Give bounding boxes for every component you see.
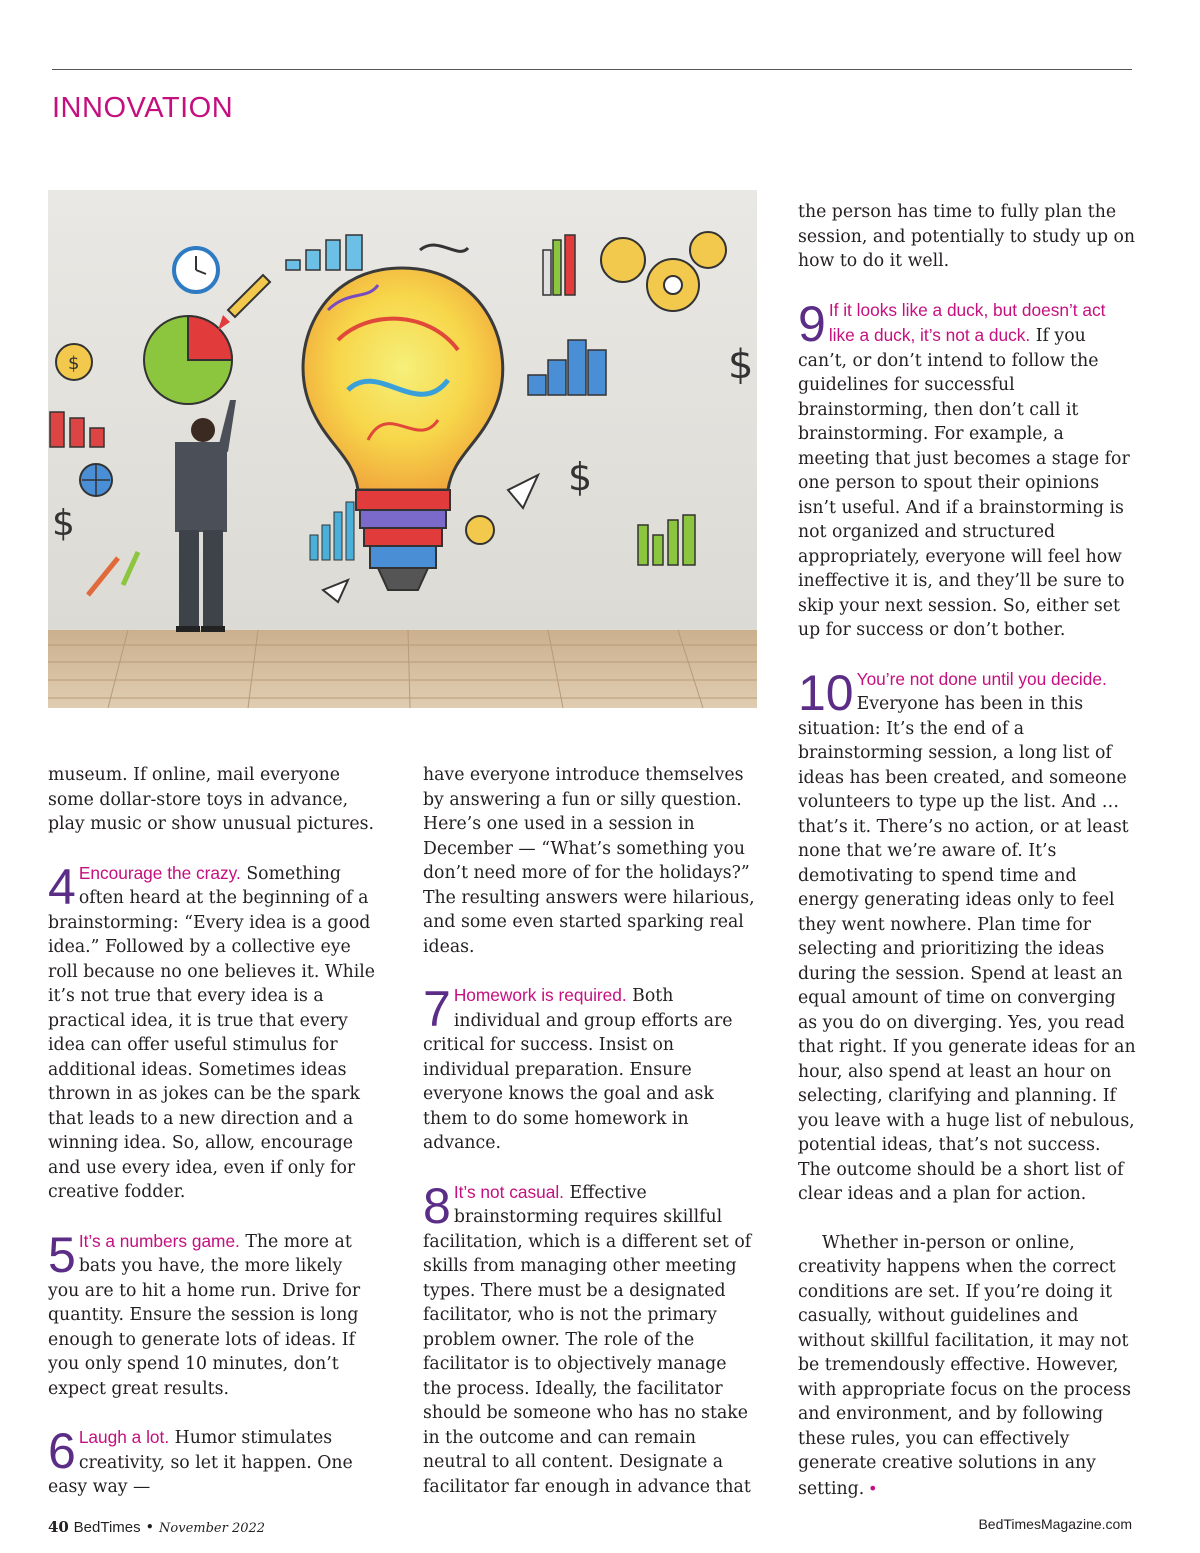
globe-icon	[80, 464, 112, 496]
paragraph: the person has time to fully plan the session, and potentially to study up on how to do it well.	[798, 202, 1136, 271]
article-column-3	[798, 200, 1136, 1501]
paragraph: museum. If online, mail everyone some dollar-store toys in advance, play music or show unusual pictures.	[48, 765, 374, 834]
item-text: Effective brainstorming requires skillful facilitation, which is a different set of skills from managing other meeting types. There must be a designated facilitator, who is not the primary problem owner. The role of the facilitator is to objectively manage the process. Ideally, the facilitator should be someone who has no stake in the outcome and can remain neutral to all content. Designate a facilitator far enough in advance that	[423, 1182, 752, 1497]
item-lead: If it looks like a duck, but doesn’t act like a duck, it’s not a duck.	[828, 299, 1106, 345]
closing-paragraph	[798, 1231, 1136, 1502]
item-number: 5	[48, 1226, 76, 1283]
rule-item-10	[798, 664, 1136, 1207]
item-text: Everyone has been in this situation: It’s the end of a brainstorming session, a long list of ideas has been created, and someone volunteers to type up the list. And … that’s it. There’s no action, or at least none that we’re aware of. It’s demotivating to spend time and energy generating ideas only to feel they went nowhere. Plan time for selecting and prioritizing the ideas during the session. Spend at least an equal amount of time on converging as you do on diverging. Yes, you read that right. If you generate ideas for an hour, also spend at least an hour on selecting, clarifying and planning. If you leave with a huge list of nebulous, potential ideas, that’s not success. The outcome should be a short list of clear ideas and a plan for action.	[798, 694, 1136, 1204]
item-text: Something often heard at the beginning of a brainstorming: “Every idea is a good idea.” Followed by a collective eye roll because no one believes it. While it’s not true that every idea is a practical idea, it is true that every idea can offer useful stimulus for additional ideas. Sometimes ideas thrown in as jokes can be the spark that leads to a new direction and a winning idea. So, allow, encourage and use every idea, even if only for creative fodder.	[48, 863, 376, 1202]
item-lead: Homework is required.	[453, 985, 627, 1005]
article-column-2	[423, 763, 758, 1499]
item-number: 6	[48, 1423, 76, 1479]
money-bag-icon	[56, 344, 92, 380]
item-number: 4	[48, 858, 76, 915]
dollar-icon: $	[568, 455, 593, 499]
item-number: 10	[798, 664, 854, 721]
rule-item-4	[48, 858, 378, 1205]
item-number: 9	[798, 295, 826, 352]
issue-date: November 2022	[159, 1521, 266, 1536]
rule-item-7	[423, 983, 758, 1156]
magazine-name: BedTimes	[73, 1519, 141, 1536]
rule-item-6	[48, 1425, 378, 1500]
footer-left	[48, 1518, 265, 1536]
item-text: Humor stimulates creativity, so let it happen. One easy way —	[48, 1428, 353, 1497]
page-number: 40	[48, 1518, 69, 1536]
paragraph: have everyone introduce themselves by answering a fun or silly question. Here’s one used in a session in December — “What’s something you don’t need more of for the holidays?” The resulting answers were hilarious, and some even started sparking real ideas.	[423, 765, 755, 957]
svg-text:$: $	[68, 353, 80, 374]
end-mark: •	[869, 1477, 876, 1498]
item-lead: You’re not done until you decide.	[856, 668, 1107, 689]
rule-item-5	[48, 1226, 378, 1402]
item-text: Both individual and group efforts are critical for success. Insist on individual preparation. Ensure everyone knows the goal and ask them to do some homework in advance.	[423, 986, 733, 1153]
rule-item-9	[798, 295, 1136, 643]
section-title: INNOVATION	[52, 92, 234, 124]
item-lead: It’s a numbers game.	[78, 1230, 240, 1251]
rule-item-8	[423, 1177, 758, 1500]
dollar-icon: $	[728, 342, 754, 388]
dollar-icon: $	[52, 503, 75, 544]
item-lead: It’s not casual.	[453, 1181, 564, 1202]
item-number: 7	[423, 981, 451, 1037]
small-bulb-icon	[466, 516, 494, 544]
item-lead: Encourage the crazy.	[78, 862, 241, 883]
innovation-illustration	[48, 190, 757, 708]
header-rule	[52, 69, 1132, 70]
website-link[interactable]: BedTimesMagazine.com	[978, 1516, 1132, 1532]
item-lead: Laugh a lot.	[78, 1427, 170, 1447]
closing-text: Whether in-person or online, creativity happens when the correct conditions are set. If you’re doing it casually, without guidelines and without skillful facilitation, it may not be tremendously effective. However, with appropriate focus on the process and environment, and by following these rules, you can effectively generate creative solutions in any setting.	[798, 1232, 1131, 1499]
footer-separator: •	[145, 1518, 155, 1536]
article-column-1	[48, 763, 378, 1500]
item-number: 8	[423, 1177, 451, 1234]
item-text: The more at bats you have, the more likely you are to hit a home run. Drive for quantity. Ensure the session is long enough to generate lots of ideas. If you only spend 10 minutes, don’t expect great results.	[48, 1231, 361, 1399]
alarm-clock-icon	[174, 248, 218, 292]
item-text: If you can’t, or don’t intend to follow the guidelines for successful brainstorming, then don’t call it brainstorming. For example, a meeting that just becomes a stage for one person to spout their opinions isn’t useful. And if a brainstorming is not organized and structured appropriately, everyone will feel how ineffective it is, and they’ll be sure to skip your next session. So, either set up for success or don’t bother.	[798, 326, 1130, 640]
